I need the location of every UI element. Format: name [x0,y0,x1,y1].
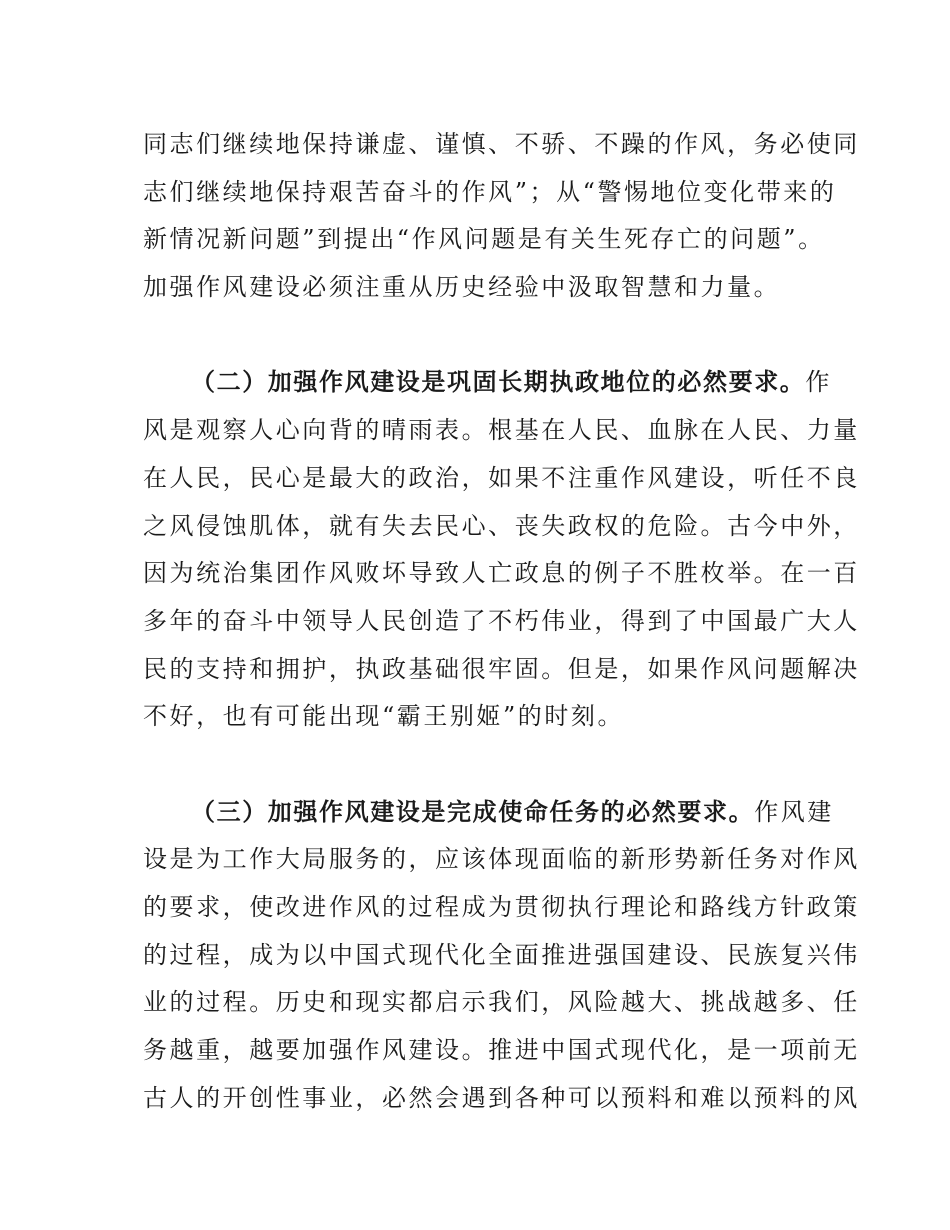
paragraph-2-first-line [143,359,832,407]
text-line: 不好，也有可能出现“霸王别姬”的时刻。 [143,702,624,731]
document-body [143,121,860,1122]
text-line: 的要求，使改进作风的过程成为贯彻执行理论和路线方针政策 [143,893,860,921]
text-line: 在人民，民心是最大的政治，如果不注重作风建设，听任不良 [143,463,860,492]
text-line: 风是观察人心向背的晴雨表。根基在人民、血脉在人民、力量 [143,416,860,445]
paragraph-2 [143,359,860,741]
section-heading-2: （二）加强作风建设是巩固长期执政地位的必然要求。 [191,368,806,397]
paragraph-gap [143,741,810,789]
paragraph-3 [143,789,860,1123]
text-line: 志们继续地保持艰苦奋斗的作风”；从“警惕地位变化带来的 [143,177,837,206]
text-line: 务越重，越要加强作风建设。推进中国式现代化，是一项前无 [143,1036,860,1065]
paragraph-1 [143,121,860,312]
paragraph-3-first-line [143,789,834,837]
text-fragment: 作 [805,368,832,397]
text-line: 同志们继续地保持谦虚、谨慎、不骄、不躁的作风，务必使同 [143,130,860,158]
text-line: 新情况新问题”到提出“作风问题是有关生死存亡的问题”。 [143,225,825,254]
text-line: 多年的奋斗中领导人民创造了不朽伟业，得到了中国最广大人 [143,606,860,635]
text-line: 之风侵蚀肌体，就有失去民心、丧失政权的危险。古今中外， [143,511,860,540]
text-line: 民的支持和拥护，执政基础很牢固。但是，如果作风问题解决 [143,654,860,683]
text-line: 古人的开创性事业，必然会遇到各种可以预料和难以预料的风 [143,1083,860,1112]
section-heading-3: （三）加强作风建设是完成使命任务的必然要求。 [191,797,755,826]
text-fragment: 作风建 [754,797,834,826]
paragraph-gap [143,312,810,360]
text-line: 加强作风建设必须注重从历史经验中汲取智慧和力量。 [143,273,781,302]
text-line: 因为统治集团作风败坏导致人亡政息的例子不胜枚举。在一百 [143,559,860,588]
text-line: 设是为工作大局服务的，应该体现面临的新形势新任务对作风 [143,845,860,874]
text-line: 业的过程。历史和现实都启示我们，风险越大、挑战越多、任 [143,988,860,1017]
text-line: 的过程，成为以中国式现代化全面推进强国建设、民族复兴伟 [143,940,860,969]
